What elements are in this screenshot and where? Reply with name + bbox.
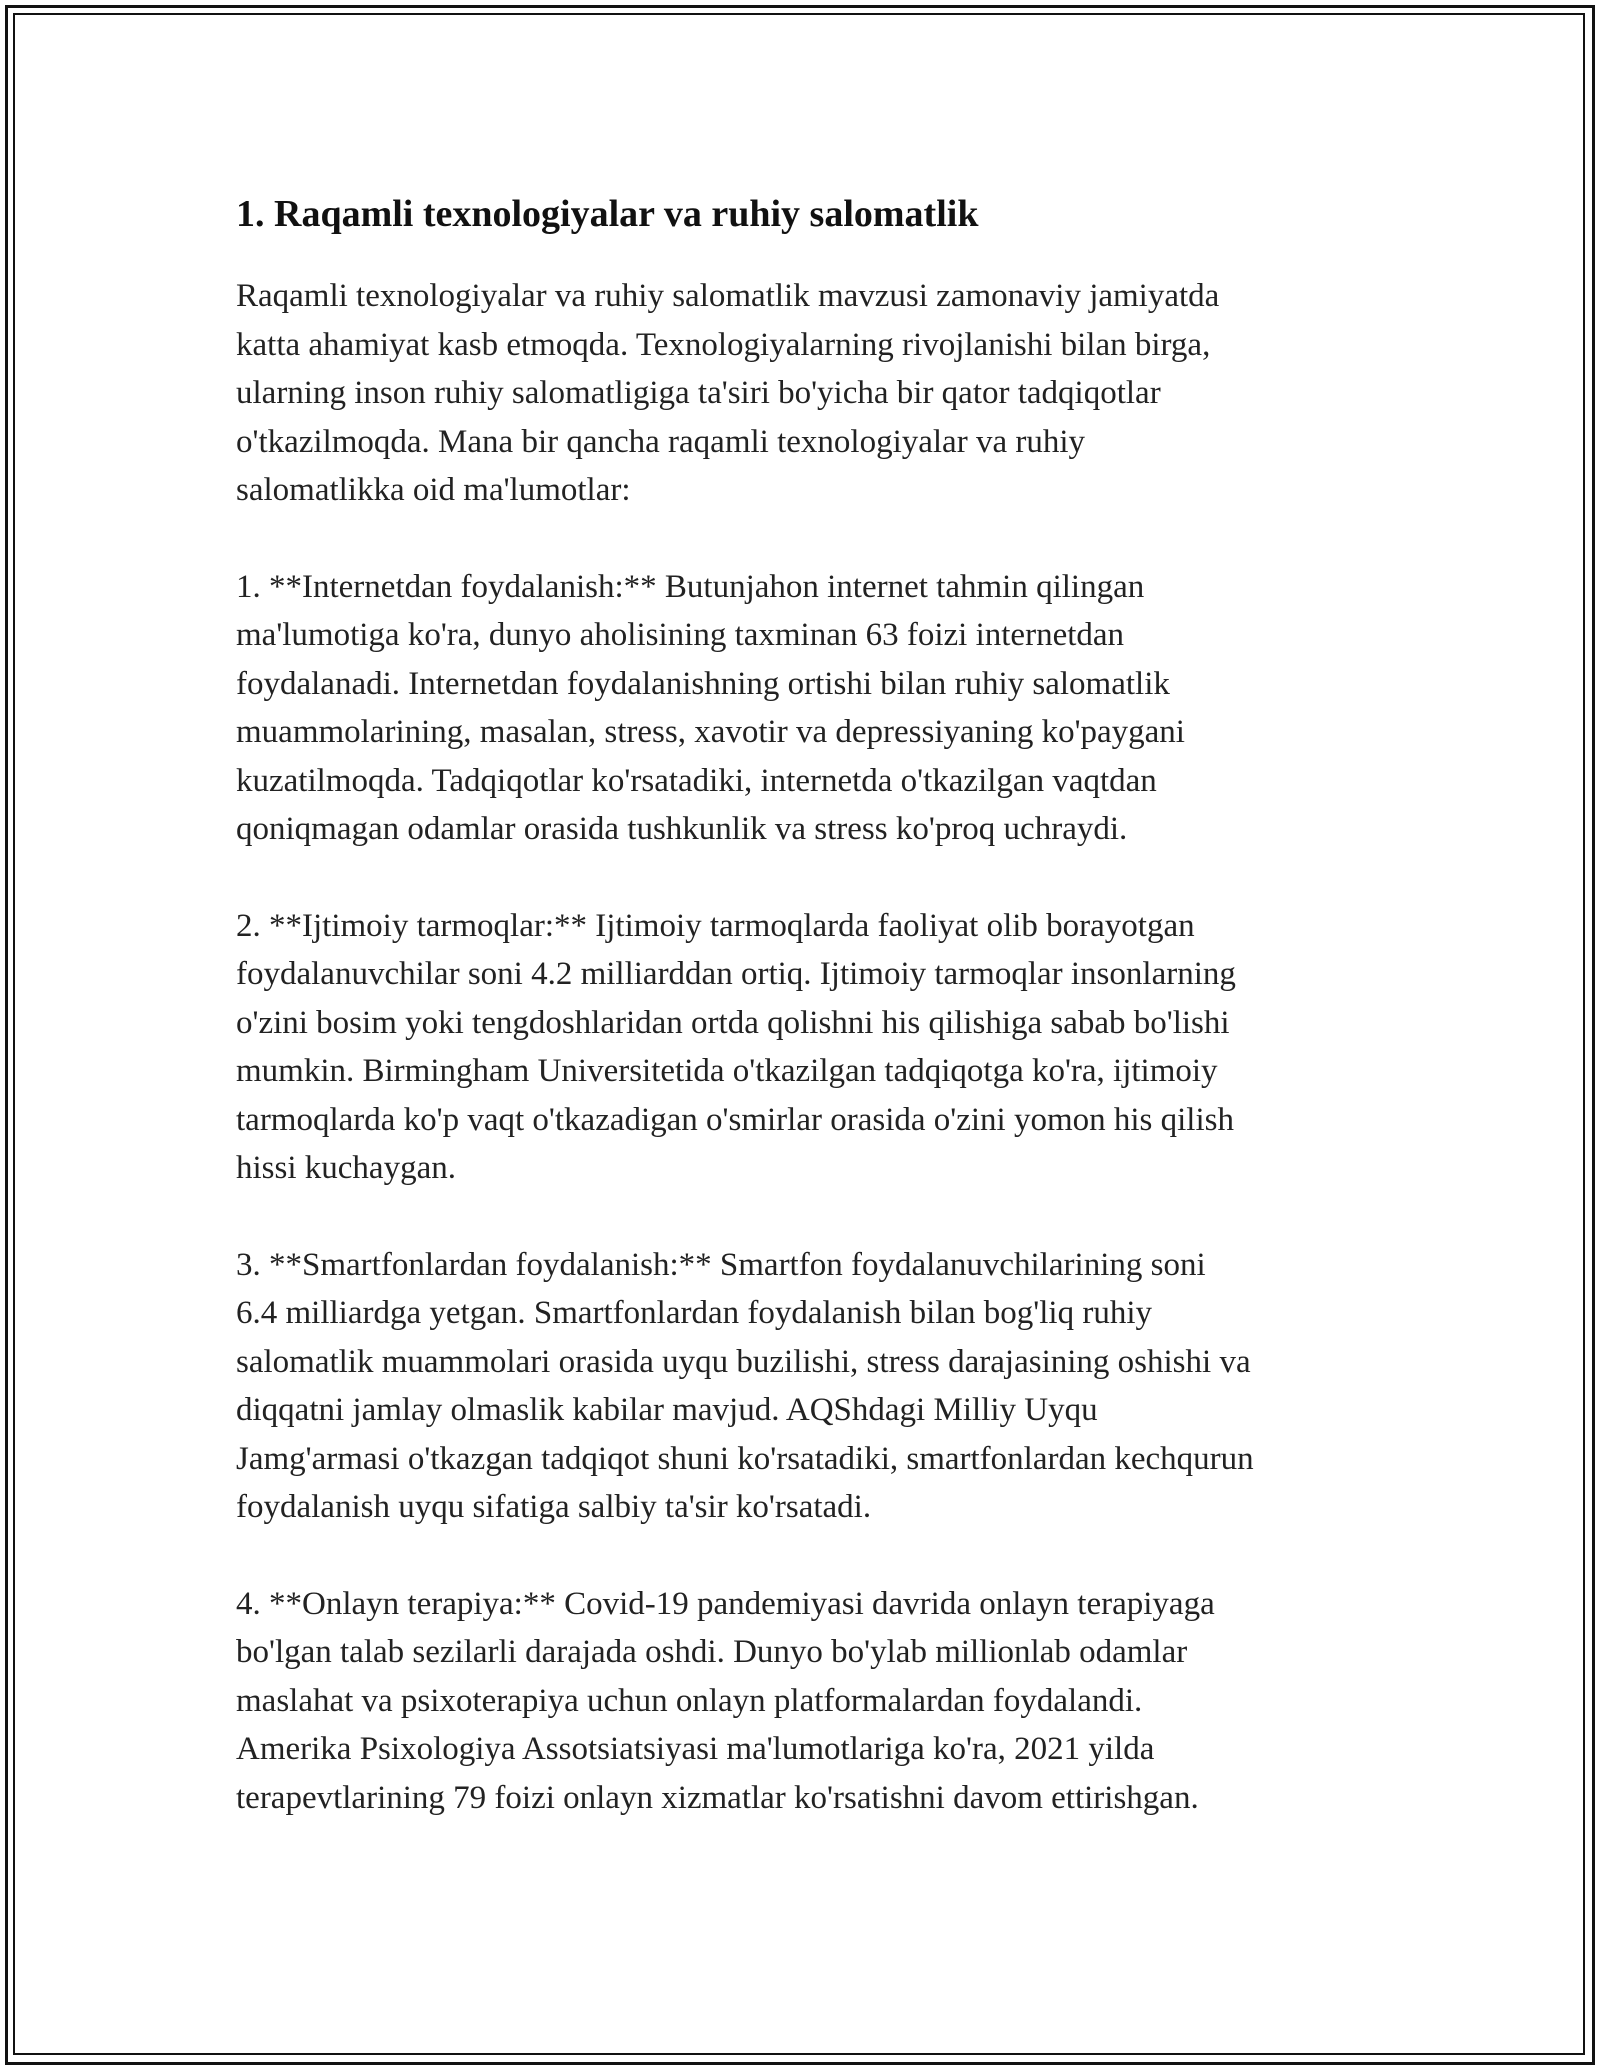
text-line: 6.4 milliardga yetgan. Smartfonlardan foydalanish bilan bog'liq ruhiy	[236, 1295, 1152, 1331]
list-item-online-therapy	[236, 1580, 1396, 1823]
text-line: 2. **Ijtimoiy tarmoqlar:** Ijtimoiy tarmoqlarda faoliyat olib borayotgan	[236, 907, 1195, 944]
text-line: diqqatni jamlay olmaslik kabilar mavjud. AQShdagi Milliy Uyqu	[236, 1392, 1098, 1428]
text-line: foydalanish uyqu sifatiga salbiy ta'sir ko'rsatadi.	[236, 1489, 872, 1525]
text-line: tarmoqlarda ko'p vaqt o'tkazadigan o'smirlar orasida o'zini yomon his qilish	[236, 1101, 1234, 1138]
text-line: o'zini bosim yoki tengdoshlaridan ortda qolishni his qilishiga sabab bo'lishi	[236, 1004, 1230, 1041]
text-line: 1. **Internetdan foydalanish:** Butunjahon internet tahmin qilingan	[236, 568, 1145, 605]
intro-paragraph	[236, 272, 1396, 515]
list-item-internet	[236, 563, 1396, 854]
list-item-social-networks	[236, 902, 1396, 1193]
text-line: hissi kuchaygan.	[236, 1150, 456, 1186]
text-line: katta ahamiyat kasb etmoqda. Texnologiyalarning rivojlanishi bilan birga,	[236, 326, 1211, 363]
text-line: Raqamli texnologiyalar va ruhiy salomatlik mavzusi zamonaviy jamiyatda	[236, 278, 1220, 314]
text-line: muammolarining, masalan, stress, xavotir va depressiyaning ko'paygani	[236, 714, 1185, 750]
text-line: ularning inson ruhiy salomatligiga ta'siri bo'yicha bir qator tadqiqotlar	[236, 375, 1161, 411]
text-line: 4. **Onlayn terapiya:** Covid-19 pandemiyasi davrida onlayn terapiyaga	[236, 1585, 1215, 1622]
text-line: Amerika Psixologiya Assotsiatsiyasi ma'lumotlariga ko'ra, 2021 yilda	[236, 1731, 1155, 1767]
text-line: terapevtlarining 79 foizi onlayn xizmatlar ko'rsatishni davom ettirishgan.	[236, 1779, 1199, 1816]
text-line: maslahat va psixoterapiya uchun onlayn platformalardan foydalandi.	[236, 1682, 1143, 1719]
text-line: mumkin. Birmingham Universitetida o'tkazilgan tadqiqotga ko'ra, ijtimoiy	[236, 1053, 1218, 1089]
text-line: salomatlik muammolari orasida uyqu buzilishi, stress darajasining oshishi va	[236, 1343, 1251, 1380]
text-line: qoniqmagan odamlar orasida tushkunlik va stress ko'proq uchraydi.	[236, 811, 1128, 847]
text-line: foydalanadi. Internetdan foydalanishning ortishi bilan ruhiy salomatlik	[236, 665, 1170, 702]
list-item-smartphones	[236, 1241, 1396, 1532]
text-line: 3. **Smartfonlardan foydalanish:** Smartfon foydalanuvchilarining soni	[236, 1246, 1206, 1283]
text-line: Jamg'armasi o'tkazgan tadqiqot shuni ko'rsatadiki, smartfonlardan kechqurun	[236, 1440, 1254, 1477]
text-line: bo'lgan talab sezilarli darajada oshdi. Dunyo bo'ylab millionlab odamlar	[236, 1634, 1188, 1670]
text-line: kuzatilmoqda. Tadqiqotlar ko'rsatadiki, internetda o'tkazilgan vaqtdan	[236, 762, 1157, 799]
document-body	[236, 186, 1396, 1870]
text-line: o'tkazilmoqda. Mana bir qancha raqamli texnologiyalar va ruhiy	[236, 423, 1085, 460]
text-line: ma'lumotiga ko'ra, dunyo aholisining taxminan 63 foizi internetdan	[236, 617, 1125, 653]
document-title: 1. Raqamli texnologiyalar va ruhiy salomatlik	[236, 193, 979, 235]
text-line: foydalanuvchilar soni 4.2 milliarddan ortiq. Ijtimoiy tarmoqlar insonlarning	[236, 956, 1236, 992]
text-line: salomatlikka oid ma'lumotlar:	[236, 472, 631, 508]
